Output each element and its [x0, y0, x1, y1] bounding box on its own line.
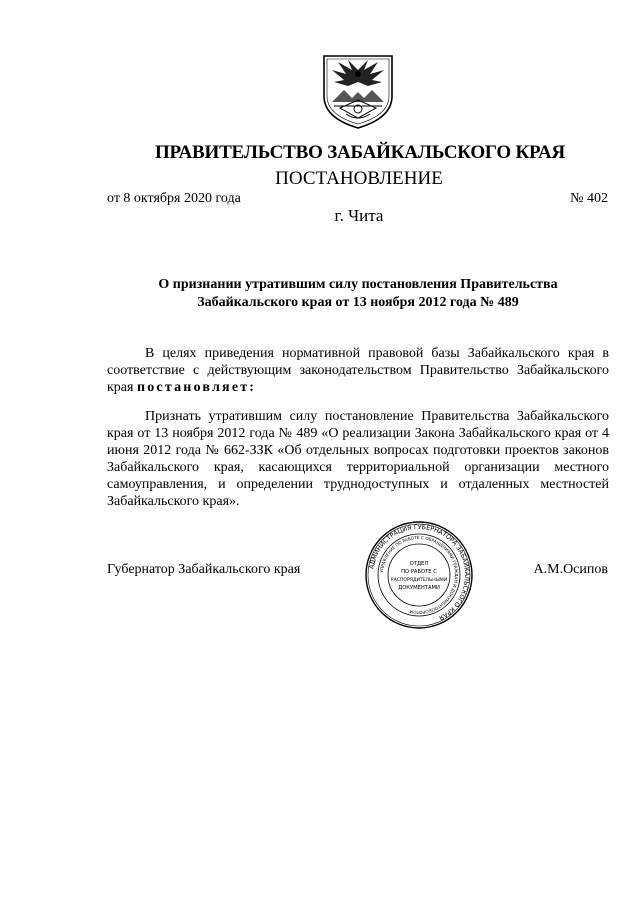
coat-of-arms-icon — [318, 52, 398, 130]
stamp-center-line-3: РАСПОРЯДИТЕЛЬНЫМИ — [390, 578, 448, 583]
document-type: ПОСТАНОВЛЕНИЕ — [275, 168, 443, 189]
decree-word: постановляет: — [136, 380, 257, 395]
government-title: ПРАВИТЕЛЬСТВО ЗАБАЙКАЛЬСКОГО КРАЯ — [154, 142, 566, 163]
stamp-center-line-4: ДОКУМЕНТАМИ — [398, 585, 440, 591]
subject-line-2: Забайкальского края от 13 ноября 2012 года № 489 — [197, 295, 519, 310]
subject-line-1: О признании утратившим силу постановления Правительства — [158, 277, 558, 292]
signatory-role: Губернатор Забайкальского края — [107, 562, 301, 577]
stamp-inner-text: УПРАВЛЕНИЕ ПО РАБОТЕ С ОБРАЩЕНИЯМИ ГРАЖДАН И ДОКУМЕНТООБОРОТОМ — [379, 534, 460, 616]
document-number: № 402 — [570, 191, 608, 206]
city: г. Чита — [334, 206, 384, 225]
signatory-name: А.М.Осипов — [533, 562, 608, 577]
preamble-paragraph — [107, 345, 609, 396]
stamp-center-line-1: ОТДЕЛ — [409, 561, 429, 567]
document-subject — [107, 276, 609, 312]
official-stamp — [364, 520, 474, 630]
operative-paragraph: Признать утратившим силу постановление Правительства Забайкальского края от 13 ноября 2012 года № 489 «О реализации Закона Забайкальского края от 4 июня 2012 года № 662-ЗЗК «Об отдельных вопросах подготовки проектов законов Забайкальского края, касающихся территориальной организации местного самоуправления, и определении труднодоступных и отдаленных местностей Забайкальского края». — [107, 409, 609, 509]
document-date: от 8 октября 2020 года — [107, 191, 241, 206]
stamp-outer-text: АДМИНИСТРАЦИЯ ГУБЕРНАТОРА ЗАБАЙКАЛЬСКОГО КРАЯ — [368, 523, 471, 622]
preamble-text: В целях приведения нормативной правовой базы Забайкальского края в соответствие с действующим законодательством Правительство Забайкальского края — [107, 346, 609, 395]
stamp-center-line-2: ПО РАБОТЕ С — [401, 569, 437, 575]
